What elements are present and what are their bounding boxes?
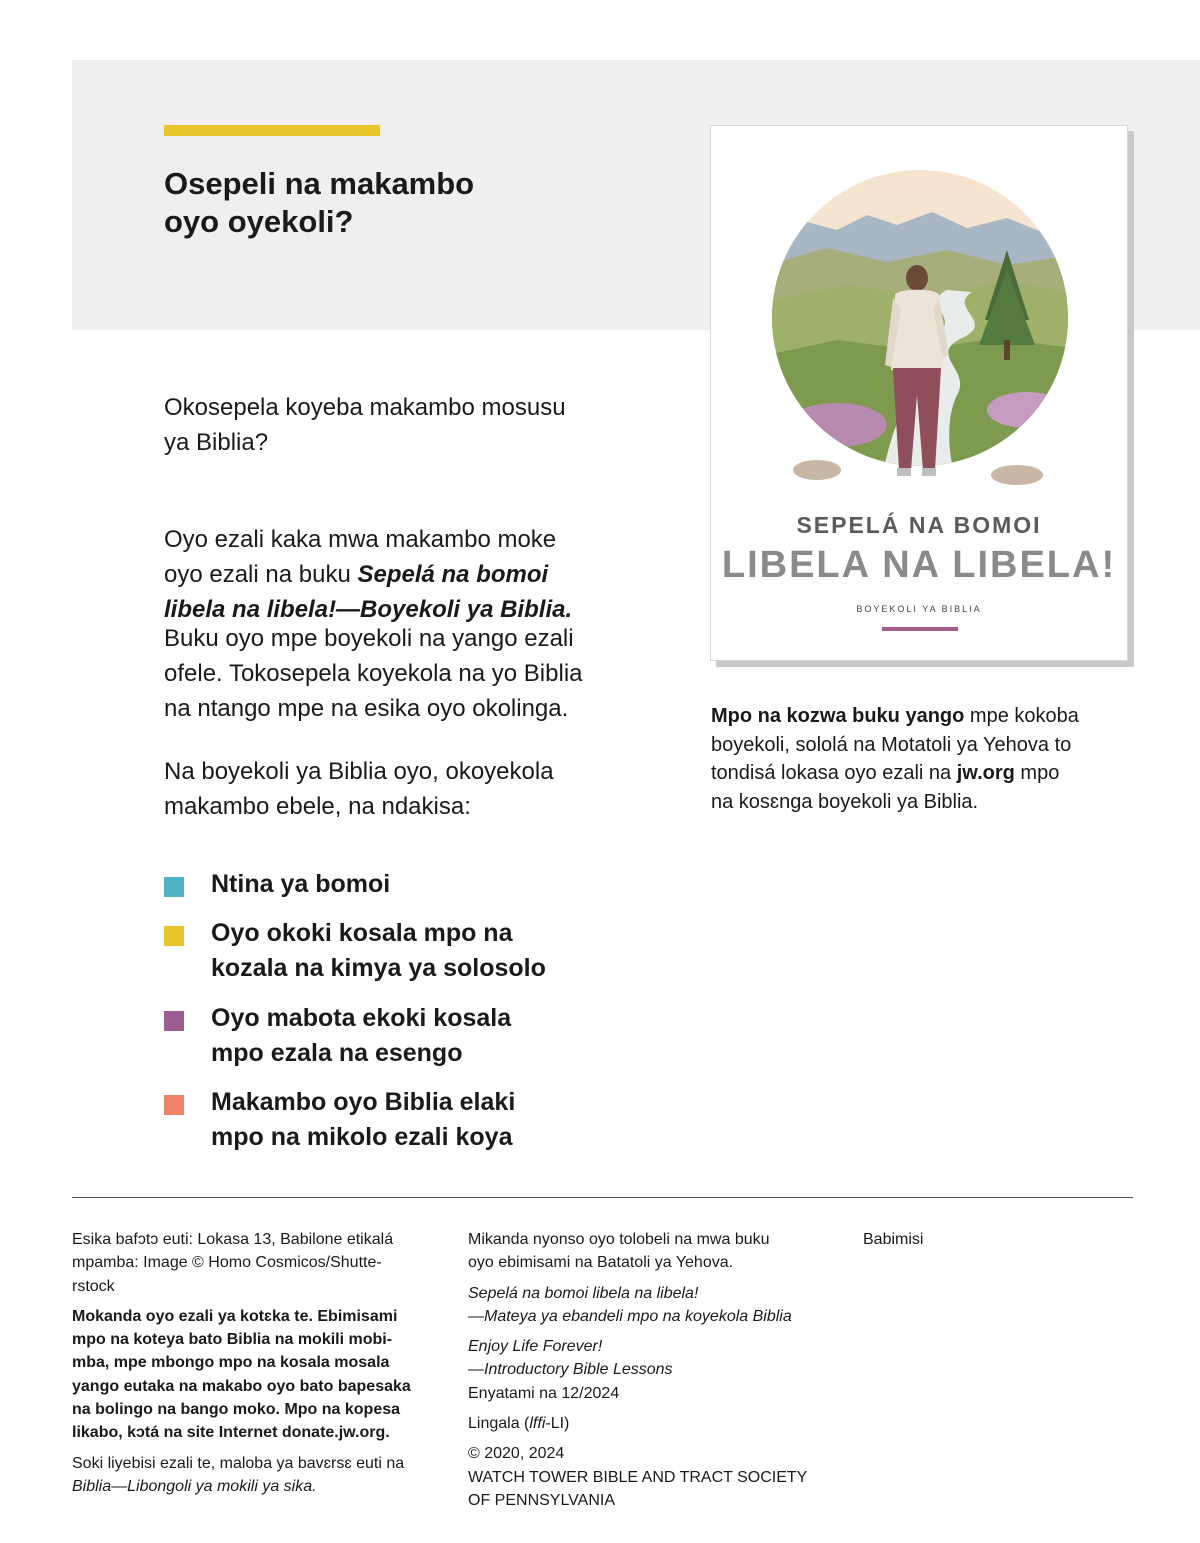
book-title: LIBELA NA LIBELA! xyxy=(721,544,1117,586)
page-title xyxy=(164,165,584,241)
text-run: lffi xyxy=(529,1415,546,1433)
photo-credit-line: mpamba: Image © Homo Cosmicos/Shutte- xyxy=(72,1254,382,1272)
text-line: kozala na kimya ya solosolo xyxy=(211,954,546,982)
language-code xyxy=(468,1412,838,1435)
page-title-line: Osepeli na makambo xyxy=(164,166,475,201)
copyright-line: © 2020, 2024 xyxy=(468,1445,565,1463)
text-line: na kosɛnga boyekoli ya Biblia. xyxy=(711,790,979,813)
publication-intro-line: oyo ebimisami na Batatoli ya Yehova. xyxy=(468,1254,734,1272)
yellow-square-icon xyxy=(164,926,184,946)
text-line xyxy=(164,557,664,592)
text-line: na ntango mpe na esika oyo okolinga. xyxy=(164,695,569,722)
text-line: ya Biblia? xyxy=(164,429,269,456)
text-line xyxy=(711,759,1141,788)
photo-credit-line: rstock xyxy=(72,1277,115,1295)
text-run: tondisá lokasa oyo ezali na xyxy=(711,762,957,784)
text-line: Okosepela koyeba makambo mosusu xyxy=(164,394,566,421)
purple-square-icon xyxy=(164,1011,184,1031)
intro-question xyxy=(164,390,664,460)
text-line: Oyo mabota ekoki kosala xyxy=(211,1004,512,1032)
publication-title-lingala: Sepelá na bomoi libela na libela! xyxy=(468,1284,699,1302)
book-title-emphasis: Sepelá na bomoi xyxy=(357,561,549,588)
text-run: -LI) xyxy=(545,1415,570,1433)
text-line: Na boyekoli ya Biblia oyo, okoyekola xyxy=(164,758,554,785)
photo-credit-line: Esika bafɔtɔ euti: Lokasa 13, Babilone etikalá xyxy=(72,1231,394,1248)
text-line xyxy=(711,702,1141,731)
page-title-line: oyo oyekoli? xyxy=(164,204,354,239)
text-bold: Mpo na kozwa buku yango xyxy=(711,705,965,727)
teal-square-icon xyxy=(164,877,184,897)
text-run: mpe kokoba xyxy=(964,705,1079,727)
publication-title-lingala: —Mateya ya ebandeli mpo na koyekola Biblia xyxy=(468,1307,792,1325)
text-line: Ntina ya bomoi xyxy=(211,870,391,898)
text-run: oyo ezali na buku xyxy=(164,561,358,588)
topics-intro-paragraph xyxy=(164,754,664,824)
footer-column-publisher xyxy=(863,1228,1063,1251)
donation-notice-line: mba, mpe mbongo mpo na kosala mosala xyxy=(72,1354,390,1372)
donation-notice-line: yango eutaka na makabo oyo bato bapesaka xyxy=(72,1377,411,1395)
footer-column-publication xyxy=(468,1228,838,1512)
bible-version-note: Soki liyebisi ezali te, maloba ya bavɛrsɛ euti na xyxy=(72,1454,405,1472)
text-line: mpo ezala na esengo xyxy=(211,1039,463,1067)
publisher-label: Babimisi xyxy=(863,1231,924,1248)
footer-divider xyxy=(72,1197,1133,1198)
book-series-label: BOYEKOLI YA BIBLIA xyxy=(856,604,982,614)
coral-square-icon xyxy=(164,1095,184,1115)
publication-title-english: —Introductory Bible Lessons xyxy=(468,1361,673,1379)
free-study-paragraph xyxy=(164,621,664,726)
copyright-line: WATCH TOWER BIBLE AND TRACT SOCIETY xyxy=(468,1468,808,1486)
website-link-text: jw.org xyxy=(956,762,1015,784)
text-line: Makambo oyo Biblia elaki xyxy=(211,1088,516,1116)
text-line: boyekoli, sololá na Motatoli ya Yehova to xyxy=(711,733,1072,756)
text-line: Buku oyo mpe boyekoli na yango ezali xyxy=(164,625,574,652)
book-intro-paragraph xyxy=(164,522,664,627)
text-line: Oyo ezali kaka mwa makambo moke xyxy=(164,526,557,553)
donation-notice-line: likabo, kɔtá na site Internet donate.jw.org. xyxy=(72,1424,390,1442)
donation-notice-line: Mokanda oyo ezali ya kotɛka te. Ebimisami xyxy=(72,1307,398,1325)
footer-column-credits xyxy=(72,1228,442,1498)
publication-title-english: Enjoy Life Forever! xyxy=(468,1338,603,1356)
book-cover-rule xyxy=(882,627,958,631)
publication-intro-line: Mikanda nyonso oyo tolobeli na mwa buku xyxy=(468,1231,770,1248)
bible-version-name: Biblia—Libongoli ya mokili ya sika. xyxy=(72,1477,317,1495)
book-subtitle: SEPELÁ NA BOMOI xyxy=(796,512,1042,538)
accent-rule xyxy=(164,125,380,136)
topic-text xyxy=(211,1085,681,1155)
topic-text xyxy=(211,916,681,986)
text-run: mpo xyxy=(1014,762,1060,784)
book-cover xyxy=(710,125,1128,661)
text-line: makambo ebele, na ndakisa: xyxy=(164,793,471,820)
man-walking-on-path-illustration xyxy=(767,170,1073,500)
text-line: Oyo okoki kosala mpo na xyxy=(211,919,513,947)
topic-text xyxy=(211,1001,681,1071)
donation-notice-line: na bolingo na bango moko. Mpo na kopesa xyxy=(72,1401,401,1419)
copyright-line: OF PENNSYLVANIA xyxy=(468,1491,615,1509)
text-line: mpo na mikolo ezali koya xyxy=(211,1123,513,1151)
topic-text xyxy=(211,867,681,902)
text-run: Lingala ( xyxy=(468,1415,530,1433)
text-line: ofele. Tokosepela koyekola na yo Biblia xyxy=(164,660,583,687)
donation-notice-line: mpo na koteya bato Biblia na mokili mobi- xyxy=(72,1331,393,1349)
book-title-emphasis: libela na libela!—Boyekoli ya Biblia. xyxy=(164,596,573,623)
print-date: Enyatami na 12/2024 xyxy=(468,1384,620,1402)
request-study-note xyxy=(711,702,1141,816)
